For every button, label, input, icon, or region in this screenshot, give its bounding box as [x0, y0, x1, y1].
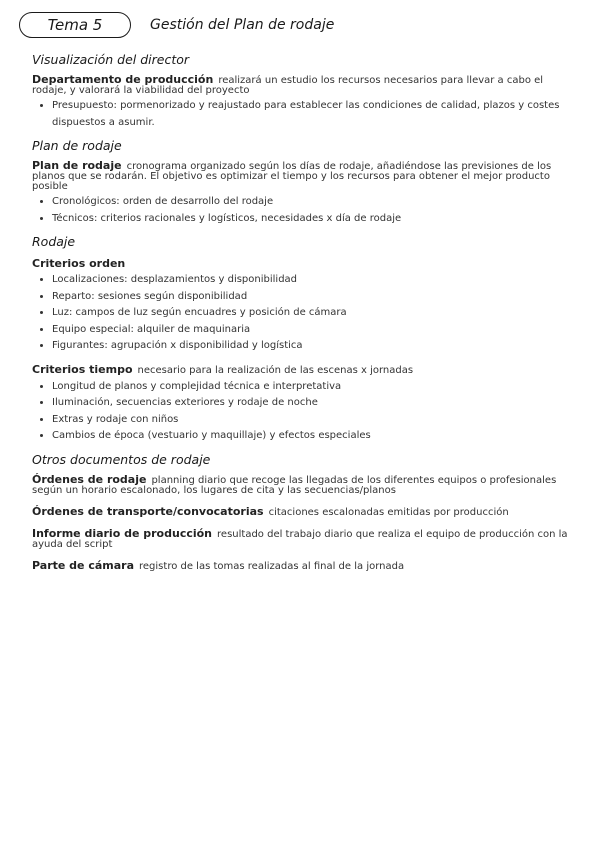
term-plan-rodaje: Plan de rodaje	[32, 159, 122, 172]
term-ordenes-transporte: Órdenes de transporte/convocatorias	[32, 504, 264, 518]
definition-plan-rodaje: cronograma organizado según los días de rodaje, añadiéndose las previsiones de los planos que se rodarán. El objetivo es optimizar el tiempo y los recursos para obtener el mejor producto posible	[32, 161, 552, 192]
paragraph-criterios-tiempo	[32, 364, 576, 377]
paragraph-ordenes-rodaje	[32, 472, 576, 496]
list-item: • Iluminación, secuencias exteriores y rodaje de noche	[52, 395, 576, 412]
section-heading-otros: Otros documentos de rodaje	[32, 451, 211, 467]
term-parte-camara: Parte de cámara	[32, 558, 135, 572]
section-heading-visualizacion: Visualización del director	[32, 52, 190, 67]
topic-badge: Tema 5	[19, 12, 131, 38]
bullet-list-visualizacion	[32, 98, 576, 131]
list-item: • Luz: campos de luz según encuadres y posición de cámara	[52, 305, 576, 322]
section-heading-plan: Plan de rodaje	[32, 138, 122, 153]
list-item: • Técnicos: criterios racionales y logísticos, necesidades x día de rodaje	[52, 211, 576, 228]
definition-criterios-tiempo: necesario para la realización de las escenas x jornadas	[137, 364, 414, 376]
list-item: • Extras y rodaje con niños	[52, 412, 576, 429]
subheading-criterios-orden: Criterios orden	[32, 257, 126, 270]
bullet-list-plan	[32, 194, 576, 227]
paragraph-departamento-produccion	[32, 75, 576, 96]
page-title: Gestión del Plan de rodaje	[150, 17, 335, 33]
list-item: • Reparto: sesiones según disponibilidad	[52, 289, 576, 306]
paragraph-informe-diario	[32, 526, 576, 550]
term-informe-diario: Informe diario de producción	[32, 526, 213, 540]
definition-departamento-produccion: realizará un estudio los recursos necesarios para llevar a cabo el rodaje, y valorará la viabilidad del proyecto	[32, 75, 544, 96]
paragraph-plan-rodaje	[32, 161, 576, 192]
paragraph-ordenes-transporte	[32, 504, 576, 518]
bullet-list-criterios-orden	[32, 272, 576, 355]
list-item: • Longitud de planos y complejidad técnica e interpretativa	[52, 379, 576, 396]
list-item: • Equipo especial: alquiler de maquinaria	[52, 322, 576, 339]
paragraph-parte-camara	[32, 558, 576, 572]
list-item: • Presupuesto: pormenorizado y reajustado para establecer las condiciones de calidad, plazos y costes dispuestos a asumir.	[52, 98, 576, 131]
definition-ordenes-transporte: citaciones escalonadas emitidas por producción	[268, 506, 509, 518]
bullet-list-criterios-tiempo	[32, 379, 576, 445]
list-item: • Cambios de época (vestuario y maquillaje) y efectos especiales	[52, 428, 576, 445]
document-body	[32, 52, 576, 572]
term-ordenes-rodaje: Órdenes de rodaje	[32, 472, 147, 486]
definition-ordenes-rodaje: planning diario que recoge las llegadas de los diferentes equipos o profesionales según un horario escalonado, los lugares de cita y las secuencias/planos	[32, 474, 557, 496]
list-item: • Cronológicos: orden de desarrollo del rodaje	[52, 194, 576, 211]
term-criterios-tiempo: Criterios tiempo	[32, 362, 133, 376]
page-header	[19, 12, 334, 38]
definition-informe-diario: resultado del trabajo diario que realiza el equipo de producción con la ayuda del script	[32, 528, 568, 550]
section-heading-rodaje: Rodaje	[32, 234, 76, 249]
list-item: • Figurantes: agrupación x disponibilidad y logística	[52, 338, 576, 355]
list-item: • Localizaciones: desplazamientos y disponibilidad	[52, 272, 576, 289]
term-departamento-produccion: Departamento de producción	[32, 73, 214, 86]
definition-parte-camara: registro de las tomas realizadas al final de la jornada	[139, 560, 405, 572]
